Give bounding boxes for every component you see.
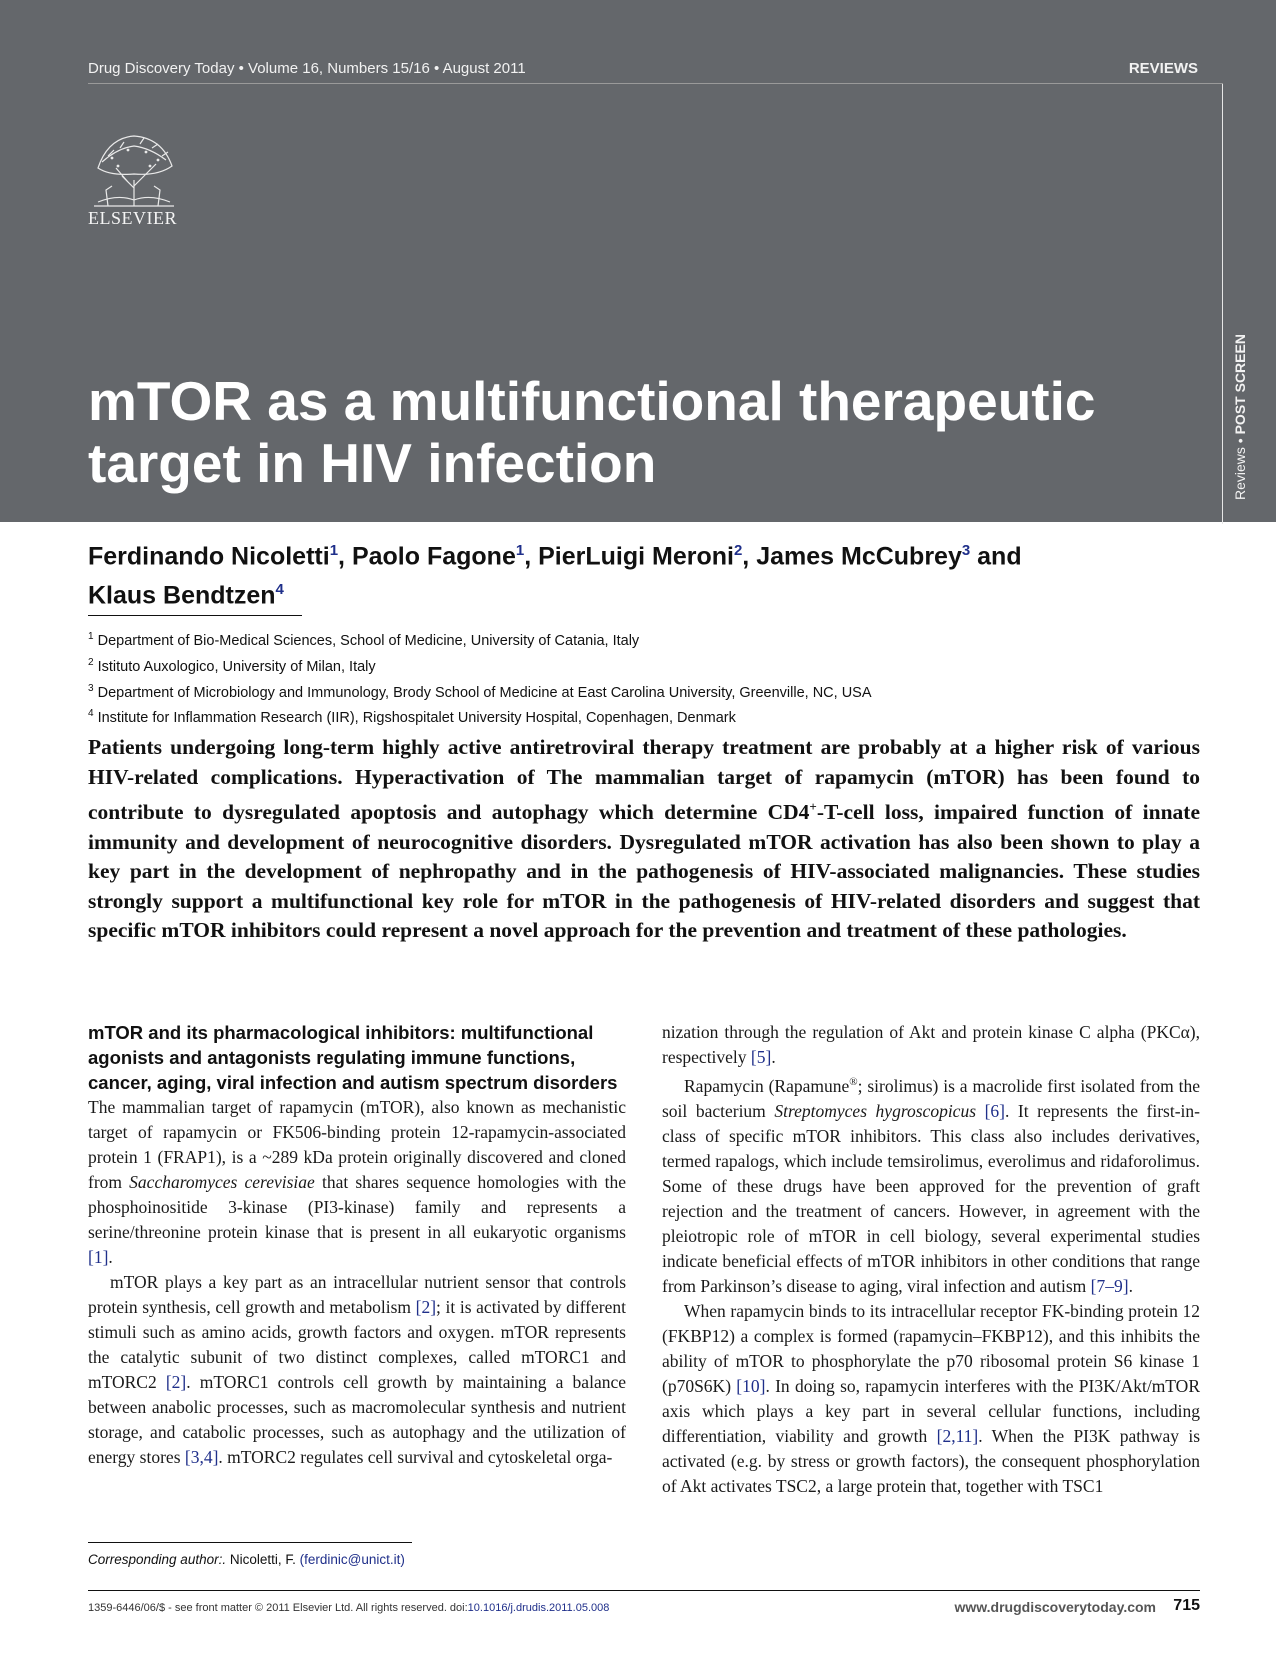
- author-separator: ,: [742, 542, 757, 571]
- title-line-2: target in HIV infection: [88, 432, 657, 494]
- paragraph-text: . mTORC2 regulates cell survival and cytoskeletal orga-: [218, 1447, 613, 1467]
- affiliation-text: Institute for Inflammation Research (IIR), Rigshospitalet University Hospital, Copenhagen, Denmark: [97, 710, 736, 727]
- publisher-name: ELSEVIER: [88, 208, 177, 228]
- citation-link[interactable]: [5]: [750, 1047, 772, 1067]
- side-label-bold: POST SCREEN: [1232, 334, 1248, 435]
- citation-link[interactable]: [2,11]: [936, 1425, 979, 1446]
- page-number: 715: [1173, 1597, 1200, 1614]
- affiliation-item: [88, 703, 872, 729]
- author-list: [88, 534, 1208, 613]
- citation-link[interactable]: [1]: [88, 1247, 109, 1267]
- paragraph-text: . In doing so, rapamycin interferes with the PI3K/Akt/mTOR axis which plays a key part in several cellular functions, including differentiation, viability and growth: [662, 1375, 1200, 1446]
- affiliation-number: 4: [88, 708, 94, 720]
- paragraph-text: . It represents the first-in-class of specific mTOR inhibitors. This class also includes derivatives, termed rapalogs, which include temsirolimus, everolimus and ridaforolimus. Some of these drugs have been approved for the prevention of graft rejection and the treatment of cancers. However, in agreement with the pleiotropic role of mTOR in cell biology, several experimental studies indicate beneficial effects of mTOR inhibitors in other conditions that range from Parkinson’s disease to aging, viral infection and autism: [662, 1100, 1200, 1296]
- section-heading: mTOR and its pharmacological inhibitors: multifunctional agonists and antagonists regulating immune functions, cancer, aging, viral infection and autism spectrum disorders: [88, 1022, 618, 1093]
- author-affiliation-mark[interactable]: 3: [961, 542, 971, 559]
- abstract-superscript: +: [809, 799, 817, 814]
- paragraph-text: When rapamycin binds to its intracellular receptor FK-binding protein 12 (FKBP12) a complex is formed (rapamycin–FKBP12), and this inhibits the ability of mTOR to phosphorylate the p70 ribosomal protein S6 kinase 1 (p70S6K): [662, 1300, 1200, 1396]
- abstract: [88, 733, 1200, 946]
- author-affiliation-mark[interactable]: 1: [329, 542, 339, 559]
- paragraph-text: ; it is activated by different stimuli such as amino acids, growth factors and oxygen. mTOR represents the catalytic subunit of two distinct complexes, called mTORC1 and mTORC2: [88, 1297, 626, 1392]
- paragraph-text: .: [771, 1047, 776, 1067]
- paragraph-text: .: [1128, 1275, 1133, 1296]
- author-name: Ferdinando Nicoletti: [88, 542, 330, 571]
- journal-website[interactable]: www.drugdiscoverytoday.com: [954, 1599, 1156, 1615]
- paragraph-text: mTOR plays a key part as an intracellular nutrient sensor that controls protein synthesis, cell growth and metabolism: [88, 1272, 626, 1317]
- author-affiliation-mark[interactable]: 4: [275, 581, 284, 599]
- affiliation-number: 3: [88, 682, 94, 694]
- registered-mark: ®: [849, 1076, 858, 1088]
- paragraph-text: . When the PI3K pathway is activated (e.g. by stress or growth factors), the consequent phosphorylation of Akt activates TSC2, a large protein that, together with TSC1: [662, 1425, 1200, 1496]
- affiliation-list: [88, 626, 872, 729]
- author-name: Paolo Fagone: [351, 542, 516, 571]
- paragraph-text: Rapamycin (Rapamune: [684, 1075, 850, 1096]
- corresponding-email-link[interactable]: (ferdinic@unict.it): [299, 1552, 405, 1567]
- article-title: [88, 370, 1148, 494]
- author-name: James McCubrey: [756, 542, 962, 571]
- corresponding-name: Nicoletti, F.: [226, 1552, 300, 1567]
- citation-link[interactable]: [6]: [984, 1100, 1005, 1121]
- author-affiliation-mark[interactable]: 1: [515, 542, 525, 559]
- author-separator: and: [970, 542, 1022, 571]
- affiliation-item: [88, 678, 872, 704]
- abstract-text: -T-cell loss, impaired function of innate immunity and development of neurocognitive disorders. Dysregulated mTOR activation has also been shown to play a key part in the development of nephropathy and in the pathogenesis of HIV-associated malignancies. These studies strongly support a multifunctional key role for mTOR in the pathogenesis of HIV-related disorders and suggest that specific mTOR inhibitors could represent a novel approach for the prevention and treatment of these pathologies.: [88, 800, 1200, 943]
- body-paragraph: [662, 1299, 1200, 1499]
- affiliation-text: Department of Bio-Medical Sciences, School of Medicine, University of Catania, Italy: [97, 632, 640, 649]
- body-paragraph: [662, 1020, 1200, 1070]
- body-paragraph: [662, 1070, 1200, 1299]
- side-rule: [1222, 84, 1223, 524]
- affiliation-number: 2: [88, 656, 94, 668]
- paragraph-text: .: [108, 1247, 113, 1267]
- affiliation-text: Istituto Auxologico, University of Milan, Italy: [97, 658, 376, 675]
- paragraph-text: The mammalian target of rapamycin (mTOR), also known as mechanistic target of rapamycin or FK506-binding protein 12-rapamycin-associated protein 1 (FRAP1), is a ~289 kDa protein originally discovered and cloned from: [88, 1097, 626, 1192]
- species-name: Streptomyces hygroscopicus: [774, 1100, 977, 1121]
- body-paragraph: [88, 1270, 626, 1470]
- copyright-line: [88, 1602, 609, 1614]
- citation-link[interactable]: [7–9]: [1090, 1275, 1129, 1296]
- citation-link[interactable]: [10]: [736, 1375, 766, 1396]
- copyright-text: 1359-6446/06/$ - see front matter © 2011 Elsevier Ltd. All rights reserved. doi:: [88, 1602, 468, 1614]
- citation-link[interactable]: [2]: [415, 1297, 437, 1317]
- body-column-right: [662, 1020, 1200, 1499]
- header-rule: [88, 83, 1223, 84]
- title-line-1: mTOR as a multifunctional therapeutic: [88, 370, 1096, 432]
- author-separator: ,: [338, 542, 352, 571]
- footer-rule: [88, 1590, 1200, 1591]
- side-label-prefix: Reviews •: [1232, 434, 1248, 500]
- body-column-left: [88, 1020, 626, 1470]
- citation-link[interactable]: [2]: [165, 1372, 187, 1392]
- footnote-rule: [88, 1542, 412, 1543]
- author-name: Klaus Bendtzen: [88, 581, 276, 610]
- paragraph-text: [976, 1101, 985, 1121]
- body-paragraph: [88, 1095, 626, 1270]
- corresponding-label: Corresponding author:.: [88, 1552, 227, 1567]
- paragraph-text: . mTORC1 controls cell growth by maintaining a balance between anabolic processes, such as macromolecular synthesis and nutrient storage, and catabolic processes, such as autophagy and the utilization of energy stores: [88, 1372, 626, 1467]
- author-separator: ,: [524, 542, 539, 571]
- affiliation-rule: [88, 615, 302, 616]
- journal-citation-line: Drug Discovery Today • Volume 16, Numbers 15/16 • August 2011: [88, 60, 526, 77]
- affiliation-number: 1: [88, 631, 94, 642]
- affiliation-item: [88, 652, 872, 678]
- doi-link[interactable]: 10.1016/j.drudis.2011.05.008: [467, 1602, 610, 1614]
- paragraph-text: nization through the regulation of Akt and protein kinase C alpha (PKCα), respectively: [662, 1022, 1200, 1067]
- citation-link[interactable]: [3,4]: [184, 1447, 219, 1467]
- author-affiliation-mark[interactable]: 2: [733, 542, 743, 559]
- author-name: PierLuigi Meroni: [538, 542, 734, 571]
- paragraph-text: ; sirolimus) is a macrolide first isolated from the soil bacterium: [662, 1075, 1200, 1121]
- side-section-label: [1232, 334, 1248, 500]
- species-name: Saccharomyces cerevisiae: [129, 1172, 315, 1192]
- affiliation-item: [88, 626, 872, 652]
- affiliation-text: Department of Microbiology and Immunology, Brody School of Medicine at East Carolina University, Greenville, NC, USA: [97, 684, 872, 701]
- paragraph-text: that shares sequence homologies with the phosphoinositide 3-kinase (PI3-kinase) family and represents a serine/threonine protein kinase that is present in all eukaryotic organisms: [88, 1172, 626, 1242]
- abstract-text: Patients undergoing long-term highly active antiretroviral therapy treatment are probably at a higher risk of various HIV-related complications. Hyperactivation of The mammalian target of rapamycin (mTOR) has been found to contribute to dysregulated apoptosis and autophagy which determine CD4: [88, 735, 1200, 825]
- corresponding-author-note: [88, 1552, 405, 1567]
- section-tag: REVIEWS: [1128, 60, 1198, 77]
